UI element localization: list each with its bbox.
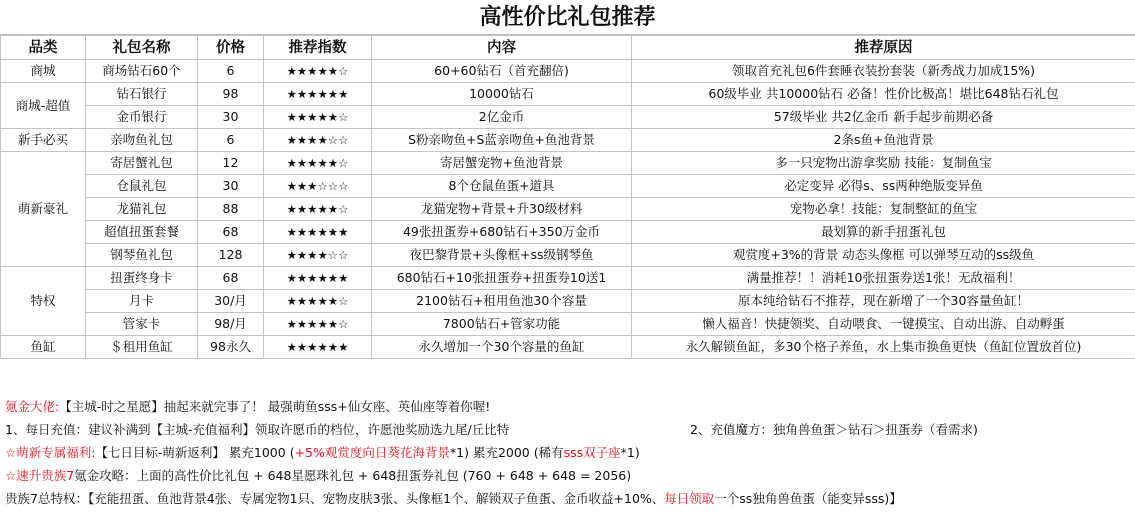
table-row [1,313,1135,336]
name-cell: 超值扭蛋套餐 [86,221,198,244]
note-newbie-e: *1) [620,445,640,460]
name-cell: 钢琴鱼礼包 [86,244,198,267]
rating-cell: ★★★★★★ [264,267,372,290]
note-privilege-a: 贵族7总特权：【充能扭蛋、鱼池背景4张、专属宠物1只、宠物皮肤3张、头像框1个、解锁双子鱼蛋、金币收益+10%、 [5,491,665,506]
price-cell: 68 [198,221,264,244]
table-row [1,175,1135,198]
reason-cell: 最划算的新手扭蛋礼包 [632,221,1135,244]
reason-cell: 原本纯给钻石不推荐，现在新增了一个30容量鱼缸！ [632,290,1135,313]
reason-cell: 观赏度+3%的背景 动态头像框 可以弹琴互动的ss级鱼 [632,244,1135,267]
content-cell: S粉亲吻鱼+S蓝亲吻鱼+鱼池背景 [372,129,632,152]
rating-cell: ★★★★★☆ [264,198,372,221]
table-row [1,129,1135,152]
content-cell: 2100钻石+租用鱼池30个容量 [372,290,632,313]
name-cell: 钻石银行 [86,83,198,106]
content-cell: 7800钻石+管家功能 [372,313,632,336]
note-noble-text: 氪金攻略：上面的高性价比礼包 + 648星愿珠礼包 + 648扭蛋券礼包 (760 + 648 + 648 = 2056) [74,468,632,483]
rating-cell: ★★★★★☆ [264,106,372,129]
content-cell: 8个仓鼠鱼蛋+道具 [372,175,632,198]
rating-cell: ★★★★★★ [264,336,372,359]
price-cell: 98/月 [198,313,264,336]
note-noble-privilege [0,487,1135,510]
content-cell: 夜巴黎背景+头像框+ss级钢琴鱼 [372,244,632,267]
header-content: 内容 [372,36,632,60]
note-whale [0,395,1135,418]
category-cell: 新手必买 [1,129,86,152]
header-reason: 推荐原因 [632,36,1135,60]
reason-cell: 60级毕业 共10000钻石 必备！性价比极高！堪比648钻石礼包 [632,83,1135,106]
reason-cell: 宠物必拿！技能：复制整缸的鱼宝 [632,198,1135,221]
table-row [1,221,1135,244]
reason-cell: 领取首充礼包6件套睡衣装扮套装（新秀战力加成15%) [632,60,1135,83]
content-cell: 680钻石+10张扭蛋券+扭蛋券10送1 [372,267,632,290]
category-cell: 商城-超值 [1,83,86,129]
note-whale-text: 【主城-时之星愿】抽起来就完事了！ 最强萌鱼sss+仙女座、英仙座等着你喔! [59,399,491,414]
note-privilege-c: 一个ss独角兽鱼蛋（能变异sss)】 [714,491,902,506]
price-cell: 30 [198,106,264,129]
category-cell: 特权 [1,267,86,336]
category-cell: 商城 [1,60,86,83]
name-cell: 扭蛋终身卡 [86,267,198,290]
header-price: 价格 [198,36,264,60]
table-row [1,244,1135,267]
rating-cell: ★★★★★☆ [264,290,372,313]
name-cell: 金币银行 [86,106,198,129]
price-cell: 88 [198,198,264,221]
table-row [1,267,1135,290]
note-newbie-b: +5%观赏度向日葵花海背景 [294,445,450,460]
content-cell: 永久增加一个30个容量的鱼缸 [372,336,632,359]
header-name: 礼包名称 [86,36,198,60]
price-cell: 68 [198,267,264,290]
header-category: 品类 [1,36,86,60]
page-title: 高性价比礼包推荐 [0,0,1135,35]
table-row [1,290,1135,313]
note-newbie-benefit [0,441,1135,464]
price-cell: 6 [198,60,264,83]
note-recharge-cube: 2、充值魔方：独角兽鱼蛋＞钻石＞扭蛋券（看需求) [690,422,978,437]
rating-cell: ★★★★★☆ [264,313,372,336]
table-row [1,60,1135,83]
content-cell: 龙猫宠物+背景+升30级材料 [372,198,632,221]
note-newbie-label: ☆萌新专属福利: [5,445,96,460]
header-rating: 推荐指数 [264,36,372,60]
package-table [0,35,1135,359]
category-cell: 鱼缸 [1,336,86,359]
name-cell: ＄租用鱼缸 [86,336,198,359]
price-cell: 128 [198,244,264,267]
table-row [1,152,1135,175]
reason-cell: 2条s鱼+鱼池背景 [632,129,1135,152]
name-cell: 龙猫礼包 [86,198,198,221]
name-cell: 仓鼠礼包 [86,175,198,198]
name-cell: 寄居蟹礼包 [86,152,198,175]
rating-cell: ★★★★★★ [264,221,372,244]
name-cell: 月卡 [86,290,198,313]
price-cell: 98 [198,83,264,106]
note-newbie-a: 【七日目标-萌新返利】 累充1000 ( [95,445,295,460]
price-cell: 30/月 [198,290,264,313]
note-daily-recharge: 1、每日充值：建议补满到【主城-充值福利】领取许愿币的档位，许愿池奖励选九尾/丘比特 [5,422,510,437]
price-cell: 6 [198,129,264,152]
content-cell: 寄居蟹宠物+鱼池背景 [372,152,632,175]
content-cell: 2亿金币 [372,106,632,129]
table-row [1,198,1135,221]
rating-cell: ★★★☆☆☆ [264,175,372,198]
reason-cell: 永久解锁鱼缸，多30个格子养鱼，水上集市换鱼更快（鱼缸位置放首位) [632,336,1135,359]
rating-cell: ★★★★☆☆ [264,244,372,267]
rating-cell: ★★★★★☆ [264,60,372,83]
table-header-row [1,36,1135,60]
notes-section [0,395,1135,510]
rating-cell: ★★★★★★ [264,83,372,106]
rating-cell: ★★★★★☆ [264,152,372,175]
reason-cell: 57级毕业 共2亿金币 新手起步前期必备 [632,106,1135,129]
name-cell: 商场钻石60个 [86,60,198,83]
table-row [1,336,1135,359]
note-noble-label: ☆速升贵族7 [5,468,75,483]
note-recharge [0,418,1135,441]
rating-cell: ★★★★☆☆ [264,129,372,152]
content-cell: 49张扭蛋券+680钻石+350万金币 [372,221,632,244]
price-cell: 98永久 [198,336,264,359]
table-row [1,106,1135,129]
content-cell: 60+60钻石（首充翻倍) [372,60,632,83]
reason-cell: 多一只宠物出游拿奖励 技能：复制鱼宝 [632,152,1135,175]
reason-cell: 必定变异 必得s、ss两种绝版变异鱼 [632,175,1135,198]
note-newbie-c: *1) 累充2000 (稀有 [449,445,564,460]
category-cell: 萌新豪礼 [1,152,86,267]
content-cell: 10000钻石 [372,83,632,106]
reason-cell: 懒人福音！快捷领奖、自动喂食、一键摸宝、自动出游、自动孵蛋 [632,313,1135,336]
reason-cell: 满量推荐！！消耗10张扭蛋券送1张！无敌福利！ [632,267,1135,290]
name-cell: 亲吻鱼礼包 [86,129,198,152]
note-newbie-d: sss双子座 [563,445,621,460]
table-row [1,83,1135,106]
price-cell: 30 [198,175,264,198]
price-cell: 12 [198,152,264,175]
name-cell: 管家卡 [86,313,198,336]
note-whale-label: 氪金大佬: [5,399,60,414]
note-noble-guide [0,464,1135,487]
note-privilege-b: 每日领取 [664,491,715,506]
